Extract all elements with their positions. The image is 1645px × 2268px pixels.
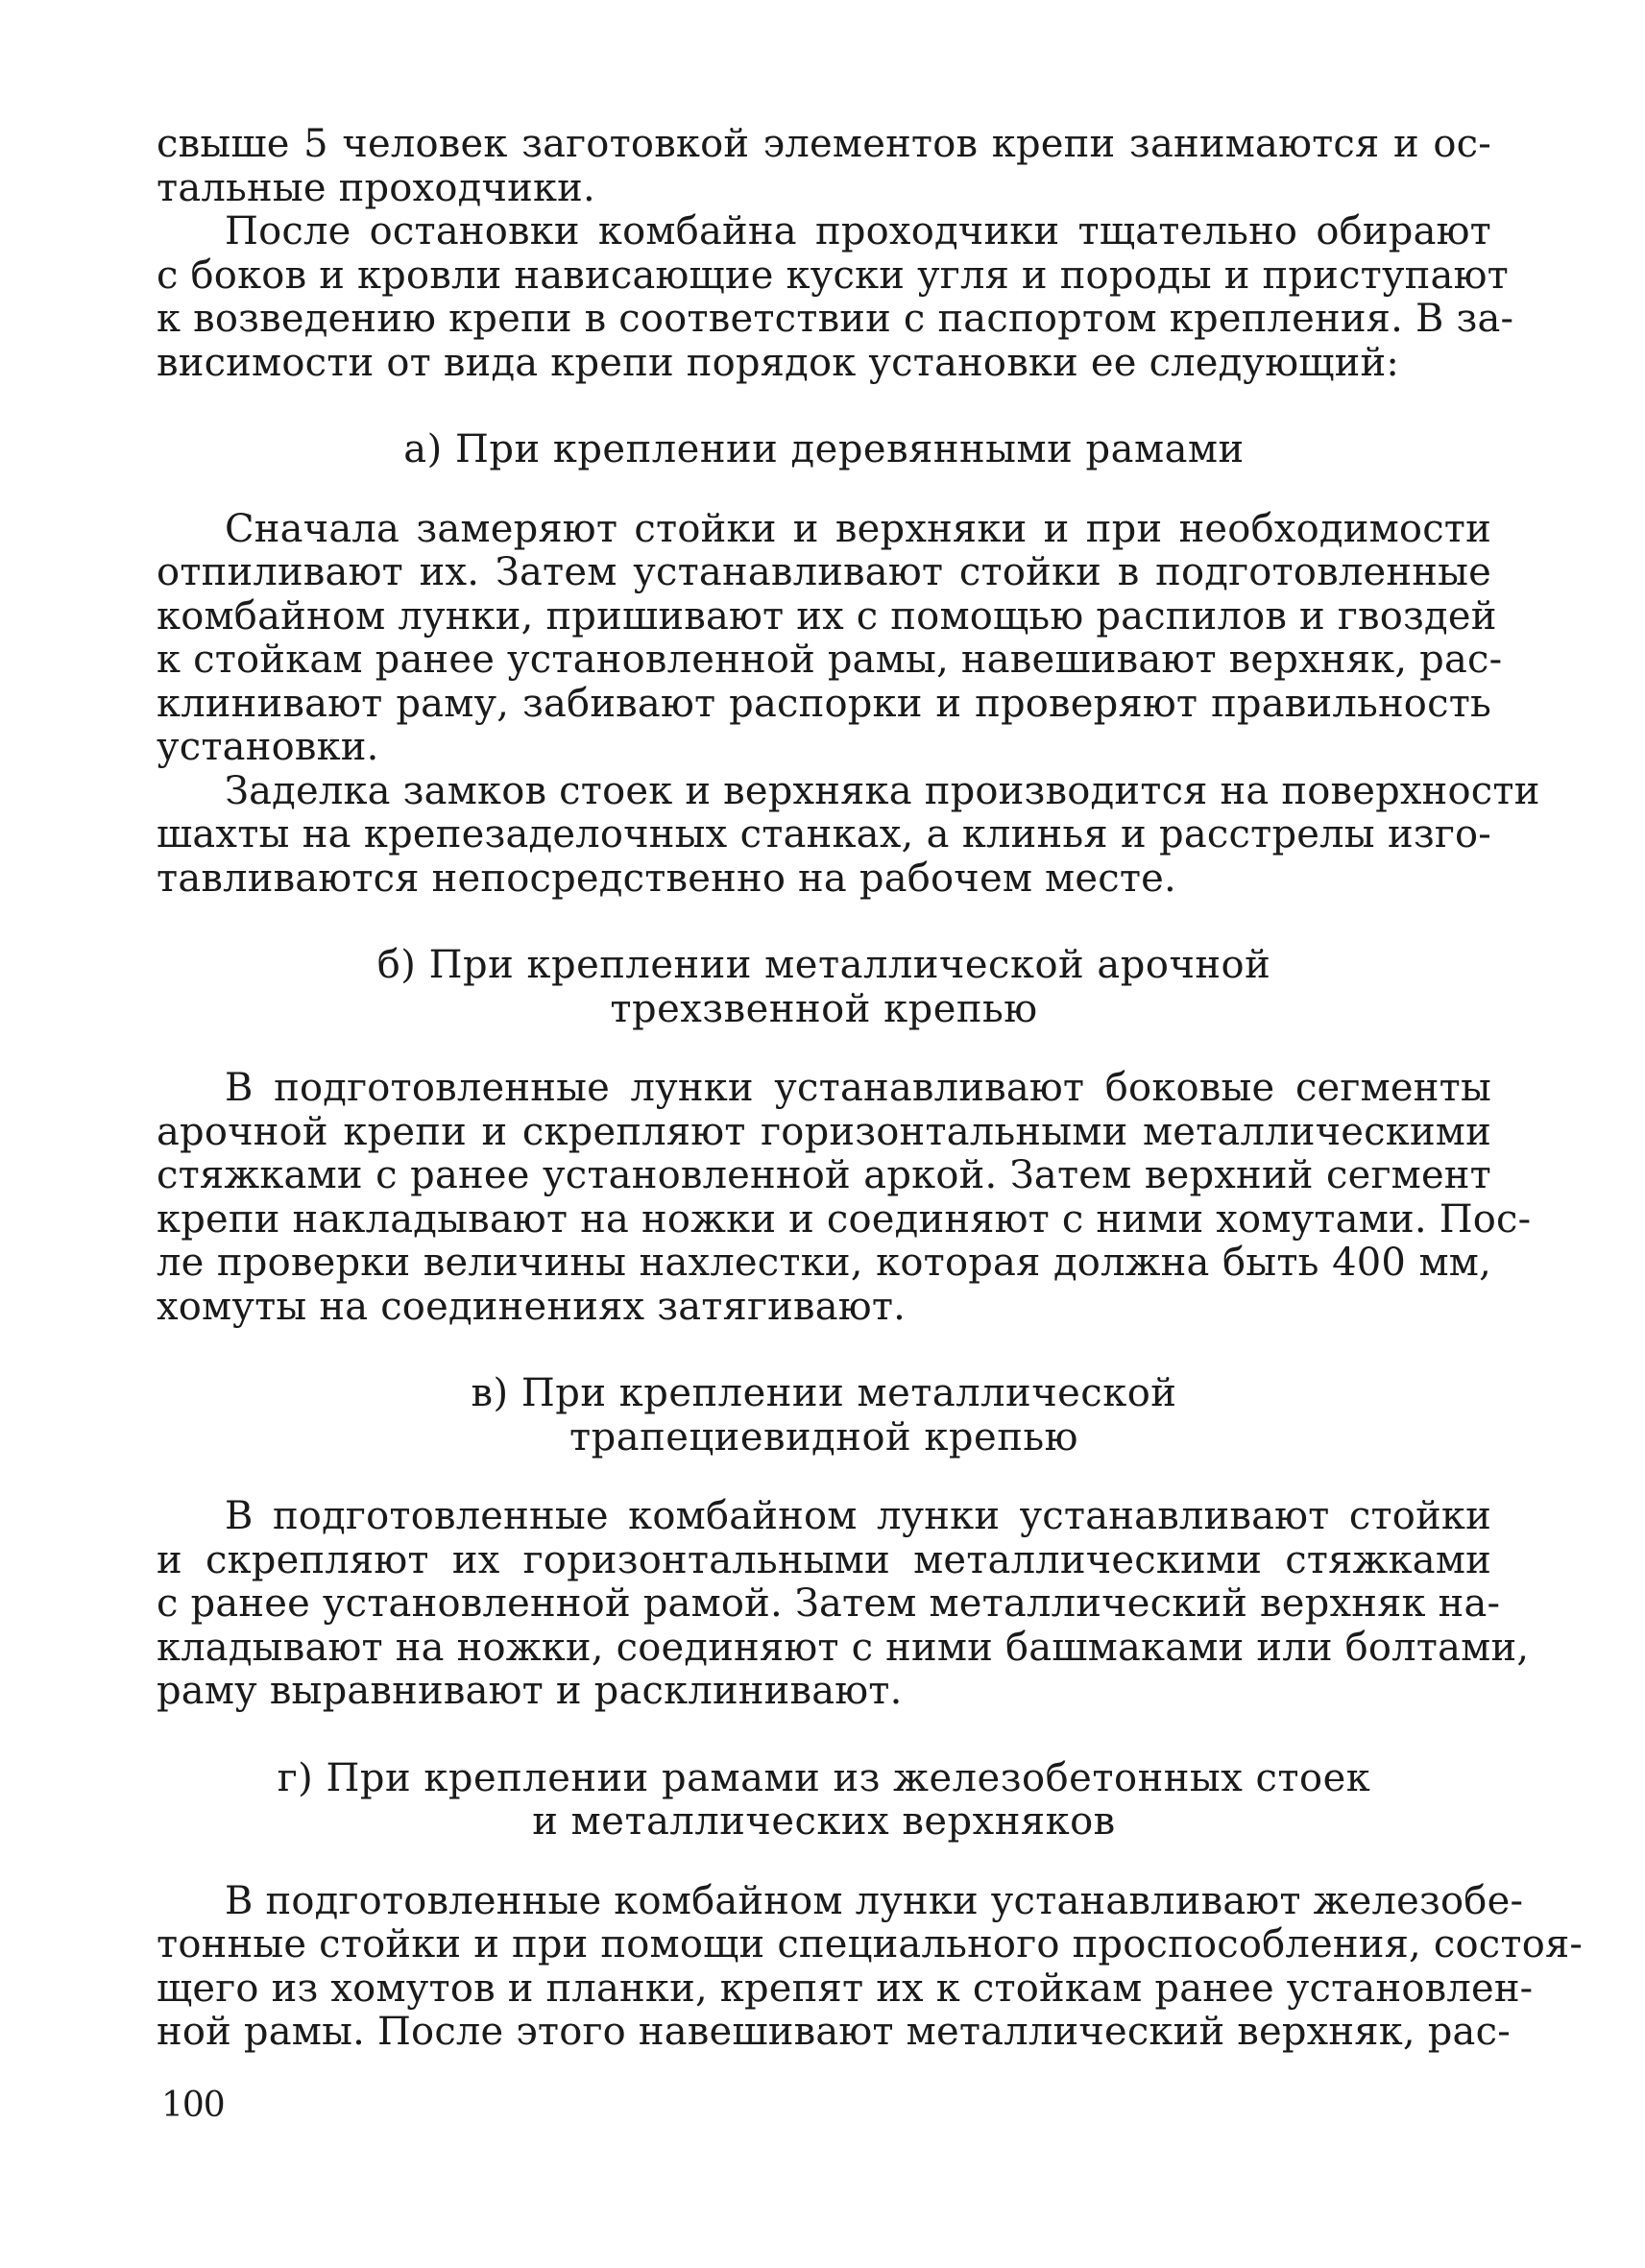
- text-line: установки.: [157, 725, 379, 769]
- text-line: В подготовленные комбайном лунки устанавливают железобе-: [225, 1878, 1524, 1923]
- text-line: хомуты на соединениях затягивают.: [157, 1284, 907, 1329]
- text-line: стяжками с ранее установленной аркой. Затем верхний сегмент: [157, 1153, 1491, 1197]
- text-line: ной рамы. После этого навешивают металлический верхняк, рас-: [157, 2010, 1511, 2054]
- heading-line: трапециевидной крепью: [569, 1414, 1078, 1460]
- text-line: с боков и кровли нависающие куски угля и породы и приступают: [157, 253, 1509, 298]
- paragraph-d-1: [157, 1878, 1584, 2055]
- paragraph-c-1: [157, 1494, 1530, 1714]
- text-line: висимости от вида крепи порядок установки ее следующий:: [157, 340, 1400, 385]
- text-line: к возведению крепи в соответствии с паспортом крепления. В за-: [157, 297, 1514, 341]
- text-line: комбайном лунки, пришивают их с помощью распилов и гвоздей: [157, 593, 1497, 639]
- text-line: и скрепляют их горизонтальными металлическими стяжками: [157, 1537, 1491, 1582]
- text-line: шахты на крепезаделочных станках, а клинья и расстрелы изго-: [157, 812, 1491, 857]
- text-line: отпиливают их. Затем устанавливают стойки в подготовленные: [157, 550, 1491, 594]
- paragraph-a-1: [157, 506, 1503, 770]
- paragraph-b-1: [157, 1066, 1532, 1329]
- heading-line: а) При креплении деревянными рамами: [403, 427, 1245, 471]
- text-line: раму выравнивают и расклинивают.: [157, 1669, 903, 1713]
- text-line: Сначала замеряют стойки и верхняки и при необходимости: [225, 506, 1491, 551]
- text-line: В подготовленные лунки устанавливают боковые сегменты: [225, 1066, 1491, 1110]
- text-line: тавливаются непосредственно на рабочем месте.: [157, 856, 1176, 901]
- section-heading-a: [157, 428, 1491, 472]
- text-line: к стойкам ранее установленной рамы, навешивают верхняк, рас-: [157, 638, 1503, 682]
- paragraph-intro-1: [157, 123, 1491, 210]
- page-body: [157, 122, 1584, 2055]
- text-line: тонные стойки и при помощи специального проспособления, состоя-: [157, 1922, 1584, 1966]
- section-heading-c: [157, 1372, 1491, 1460]
- heading-line: трехзвенной крепью: [610, 986, 1038, 1031]
- text-line: щего из хомутов и планки, крепят их к стойкам ранее установлен-: [157, 1966, 1534, 2011]
- text-line: тальные проходчики.: [157, 165, 595, 210]
- paragraph-a-2: [157, 768, 1540, 902]
- section-heading-d: [157, 1757, 1491, 1845]
- text-line: свыше 5 человек заготовкой элементов крепи занимаются и ос-: [157, 122, 1491, 166]
- heading-line: и металлических верхняков: [532, 1799, 1116, 1844]
- text-line: После остановки комбайна проходчики тщательно обирают: [225, 209, 1491, 253]
- text-line: В подготовленные комбайном лунки устанавливают стойки: [225, 1494, 1491, 1538]
- heading-line: б) При креплении металлической арочной: [376, 943, 1271, 987]
- page-number: 100: [161, 2086, 225, 2125]
- text-line: клинивают раму, забивают распорки и проверяют правильность: [157, 681, 1491, 726]
- text-line: кладывают на ножки, соединяют с ними башмаками или болтами,: [157, 1625, 1530, 1670]
- text-line: Заделка замков стоек и верхняка производится на поверхности: [225, 768, 1540, 813]
- section-heading-b: [157, 944, 1491, 1031]
- heading-line: г) При креплении рамами из железобетонных стоек: [277, 1755, 1371, 1800]
- text-line: крепи накладывают на ножки и соединяют с ними хомутами. Пос-: [157, 1196, 1532, 1242]
- text-line: ле проверки величины нахлестки, которая должна быть 400 мм,: [157, 1241, 1491, 1285]
- text-line: с ранее установленной рамой. Затем металлический верхняк на-: [157, 1581, 1501, 1626]
- text-line: арочной крепи и скрепляют горизонтальными металлическими: [157, 1109, 1491, 1154]
- heading-line: в) При креплении металлической: [471, 1371, 1177, 1415]
- paragraph-intro-2: [157, 209, 1514, 385]
